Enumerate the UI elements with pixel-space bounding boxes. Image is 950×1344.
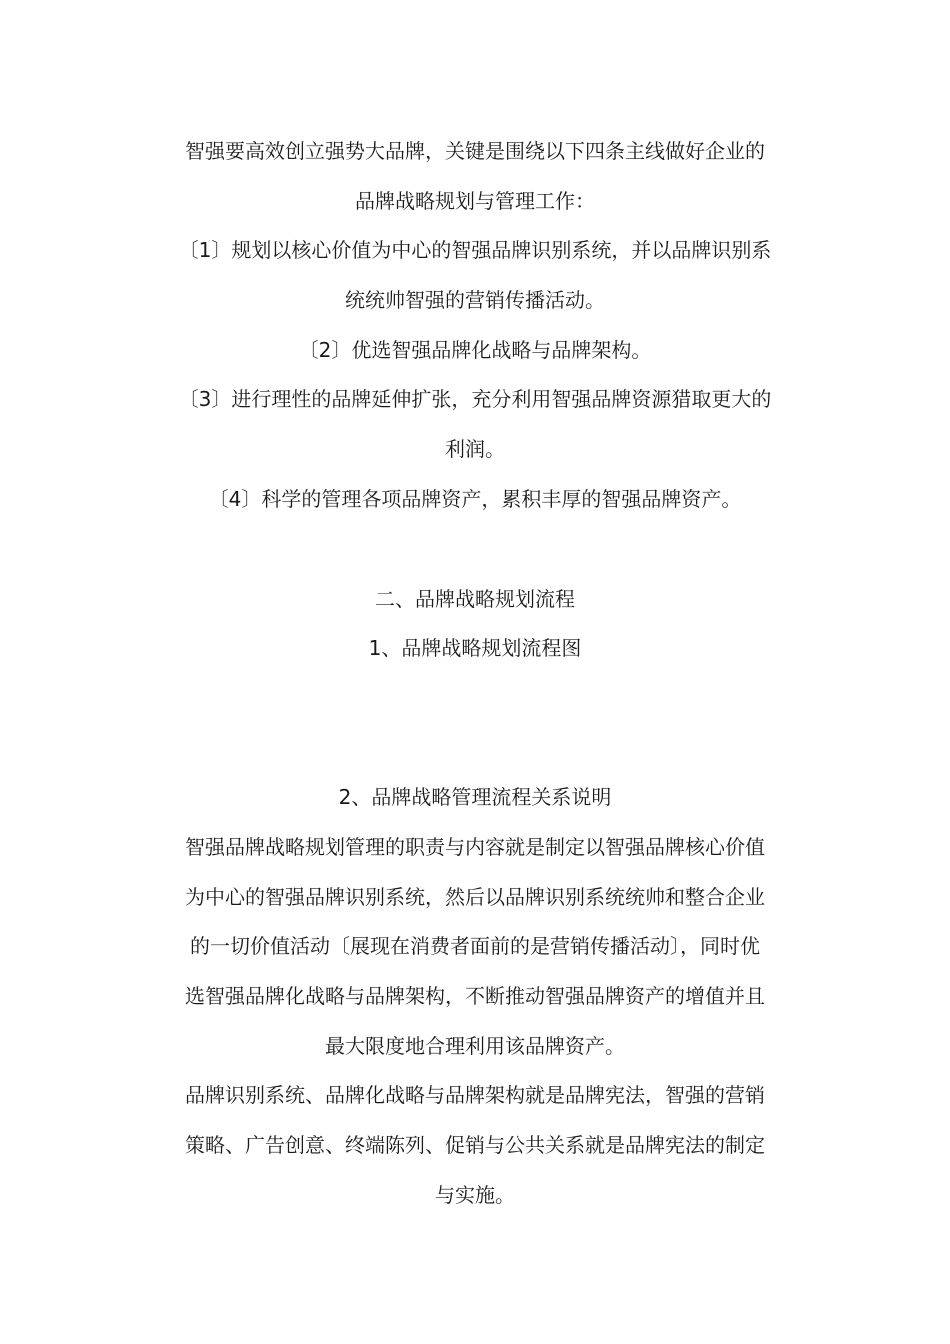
point-1-line-1: 〔1〕规划以核心价值为中心的智强品牌识别系统，并以品牌识别系 xyxy=(178,238,772,262)
paragraph-1-line-1: 智强品牌战略规划管理的职责与内容就是制定以智强品牌核心价值 xyxy=(185,835,765,859)
point-1-line-2: 统统帅智强的营销传播活动。 xyxy=(345,288,605,312)
point-3-line-2: 利润。 xyxy=(445,437,505,461)
section-heading: 二、品牌战略规划流程 xyxy=(375,587,575,611)
paragraph-1-line-4: 选智强品牌化战略与品牌架构，不断推动智强品牌资产的增值并且 xyxy=(185,984,765,1008)
paragraph-2-line-3: 与实施。 xyxy=(435,1183,515,1207)
intro-line-1: 智强要高效创立强势大品牌，关键是围绕以下四条主线做好企业的 xyxy=(185,139,765,163)
point-2: 〔2〕优选智强品牌化战略与品牌架构。 xyxy=(298,338,652,362)
intro-line-2: 品牌战略规划与管理工作： xyxy=(355,189,595,213)
subheading-flowchart: 1、品牌战略规划流程图 xyxy=(368,636,582,660)
point-4: 〔4〕科学的管理各项品牌资产，累积丰厚的智强品牌资产。 xyxy=(208,487,742,511)
paragraph-2-line-1: 品牌识别系统、品牌化战略与品牌架构就是品牌宪法，智强的营销 xyxy=(185,1083,765,1107)
paragraph-1-line-3: 的一切价值活动〔展现在消费者面前的是营销传播活动〕，同时优 xyxy=(190,934,760,958)
point-3-line-1: 〔3〕进行理性的品牌延伸扩张，充分利用智强品牌资源猎取更大的 xyxy=(178,387,772,411)
subheading-relationship: 2、品牌战略管理流程关系说明 xyxy=(338,785,612,809)
paragraph-1-line-2: 为中心的智强品牌识别系统，然后以品牌识别系统统帅和整合企业 xyxy=(185,885,765,909)
paragraph-1-line-5: 最大限度地合理利用该品牌资产。 xyxy=(325,1034,625,1058)
paragraph-2-line-2: 策略、广告创意、终端陈列、促销与公共关系就是品牌宪法的制定 xyxy=(185,1133,765,1157)
